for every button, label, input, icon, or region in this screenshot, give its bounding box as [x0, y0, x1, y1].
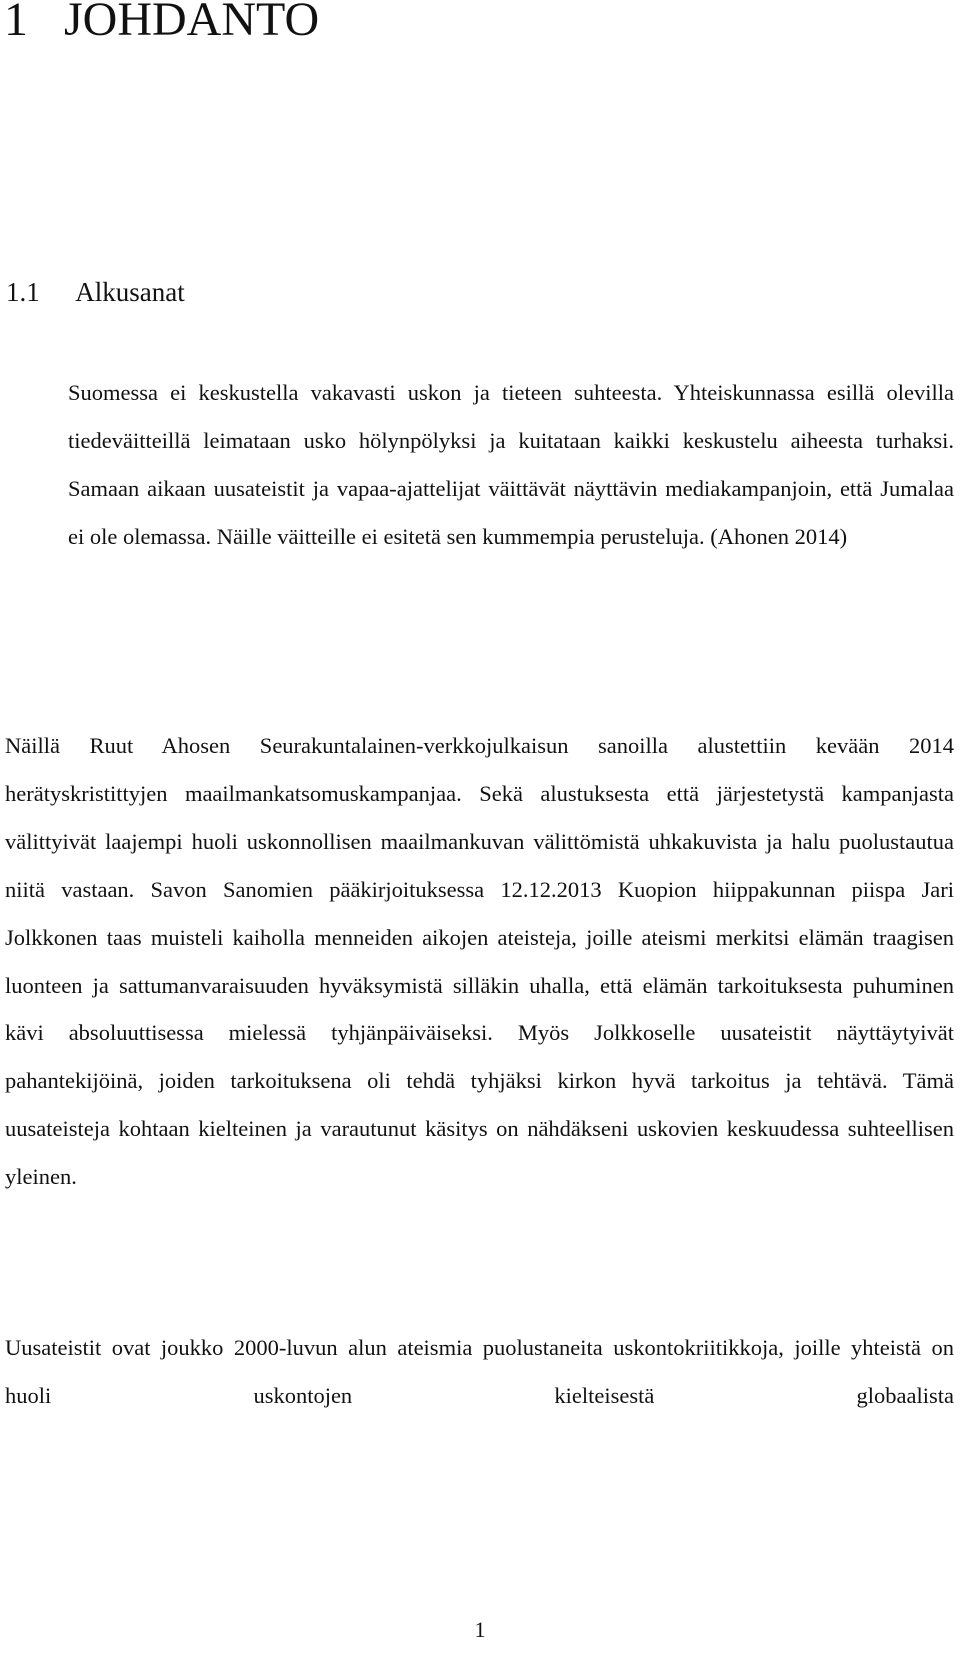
paragraph-intro: Suomessa ei keskustella vakavasti uskon ja tieteen suhteesta. Yhteiskunnassa esillä olevilla tiedeväitteillä leimataan usko hölynpölyksi ja kuitataan kaikki keskustelu aiheesta turhaksi. Samaan aikaan uusateistit ja vapaa-ajattelijat väittävät näyttävin mediakampanjoin, että Jumalaa ei ole olemassa. Näille väitteille ei esitetä sen kummempia perusteluja. (Ahonen 2014) — [68, 380, 954, 549]
paragraph-campaign: Näillä Ruut Ahosen Seurakuntalainen-verkkojulkaisun sanoilla alustettiin kevään 2014 herätyskristittyjen maailmankatsomuskampanjaa. Sekä alustuksesta että järjestetystä kampanjasta välittyivät laajempi huoli uskonnollisen maailmankuvan välittömistä uhkakuvista ja halu puolustautua niitä vastaan. Savon Sanomien pääkirjoituksessa 12.12.2013 Kuopion hiippakunnan piispa Jari Jolkkonen taas muisteli kaiholla menneiden aikojen ateisteja, joille ateismi merkitsi elämän traagisen luonteen ja sattumanvaraisuuden hyväksymistä silläkin uhalla, että elämän tarkoituksesta puhuminen kävi absoluuttisessa mielessä tyhjänpäiväiseksi. Myös Jolkkoselle uusateistit näyttäytyivät pahantekijöinä, joiden tarkoituksena oli tehdä tyhjäksi kirkon hyvä tarkoitus ja tehtävä. Tämä uusateisteja kohtaan kielteinen ja varautunut käsitys on nähdäkseni uskovien keskuudessa suhteellisen yleinen. — [5, 733, 954, 1190]
page-number: 1 — [474, 1617, 486, 1642]
paragraph-new-atheists: Uusateistit ovat joukko 2000-luvun alun ateismia puolustaneita uskontokriitikkoja, joille yhteistä on huoli uskontojen kielteisestä globaalista — [5, 1335, 954, 1408]
chapter-number: 1 — [4, 0, 28, 46]
section-heading — [6, 274, 185, 310]
section-number: 1.1 — [6, 277, 40, 307]
section-title: Alkusanat — [75, 277, 185, 307]
chapter-title: JOHDANTO — [64, 0, 320, 46]
chapter-heading — [4, 0, 319, 50]
